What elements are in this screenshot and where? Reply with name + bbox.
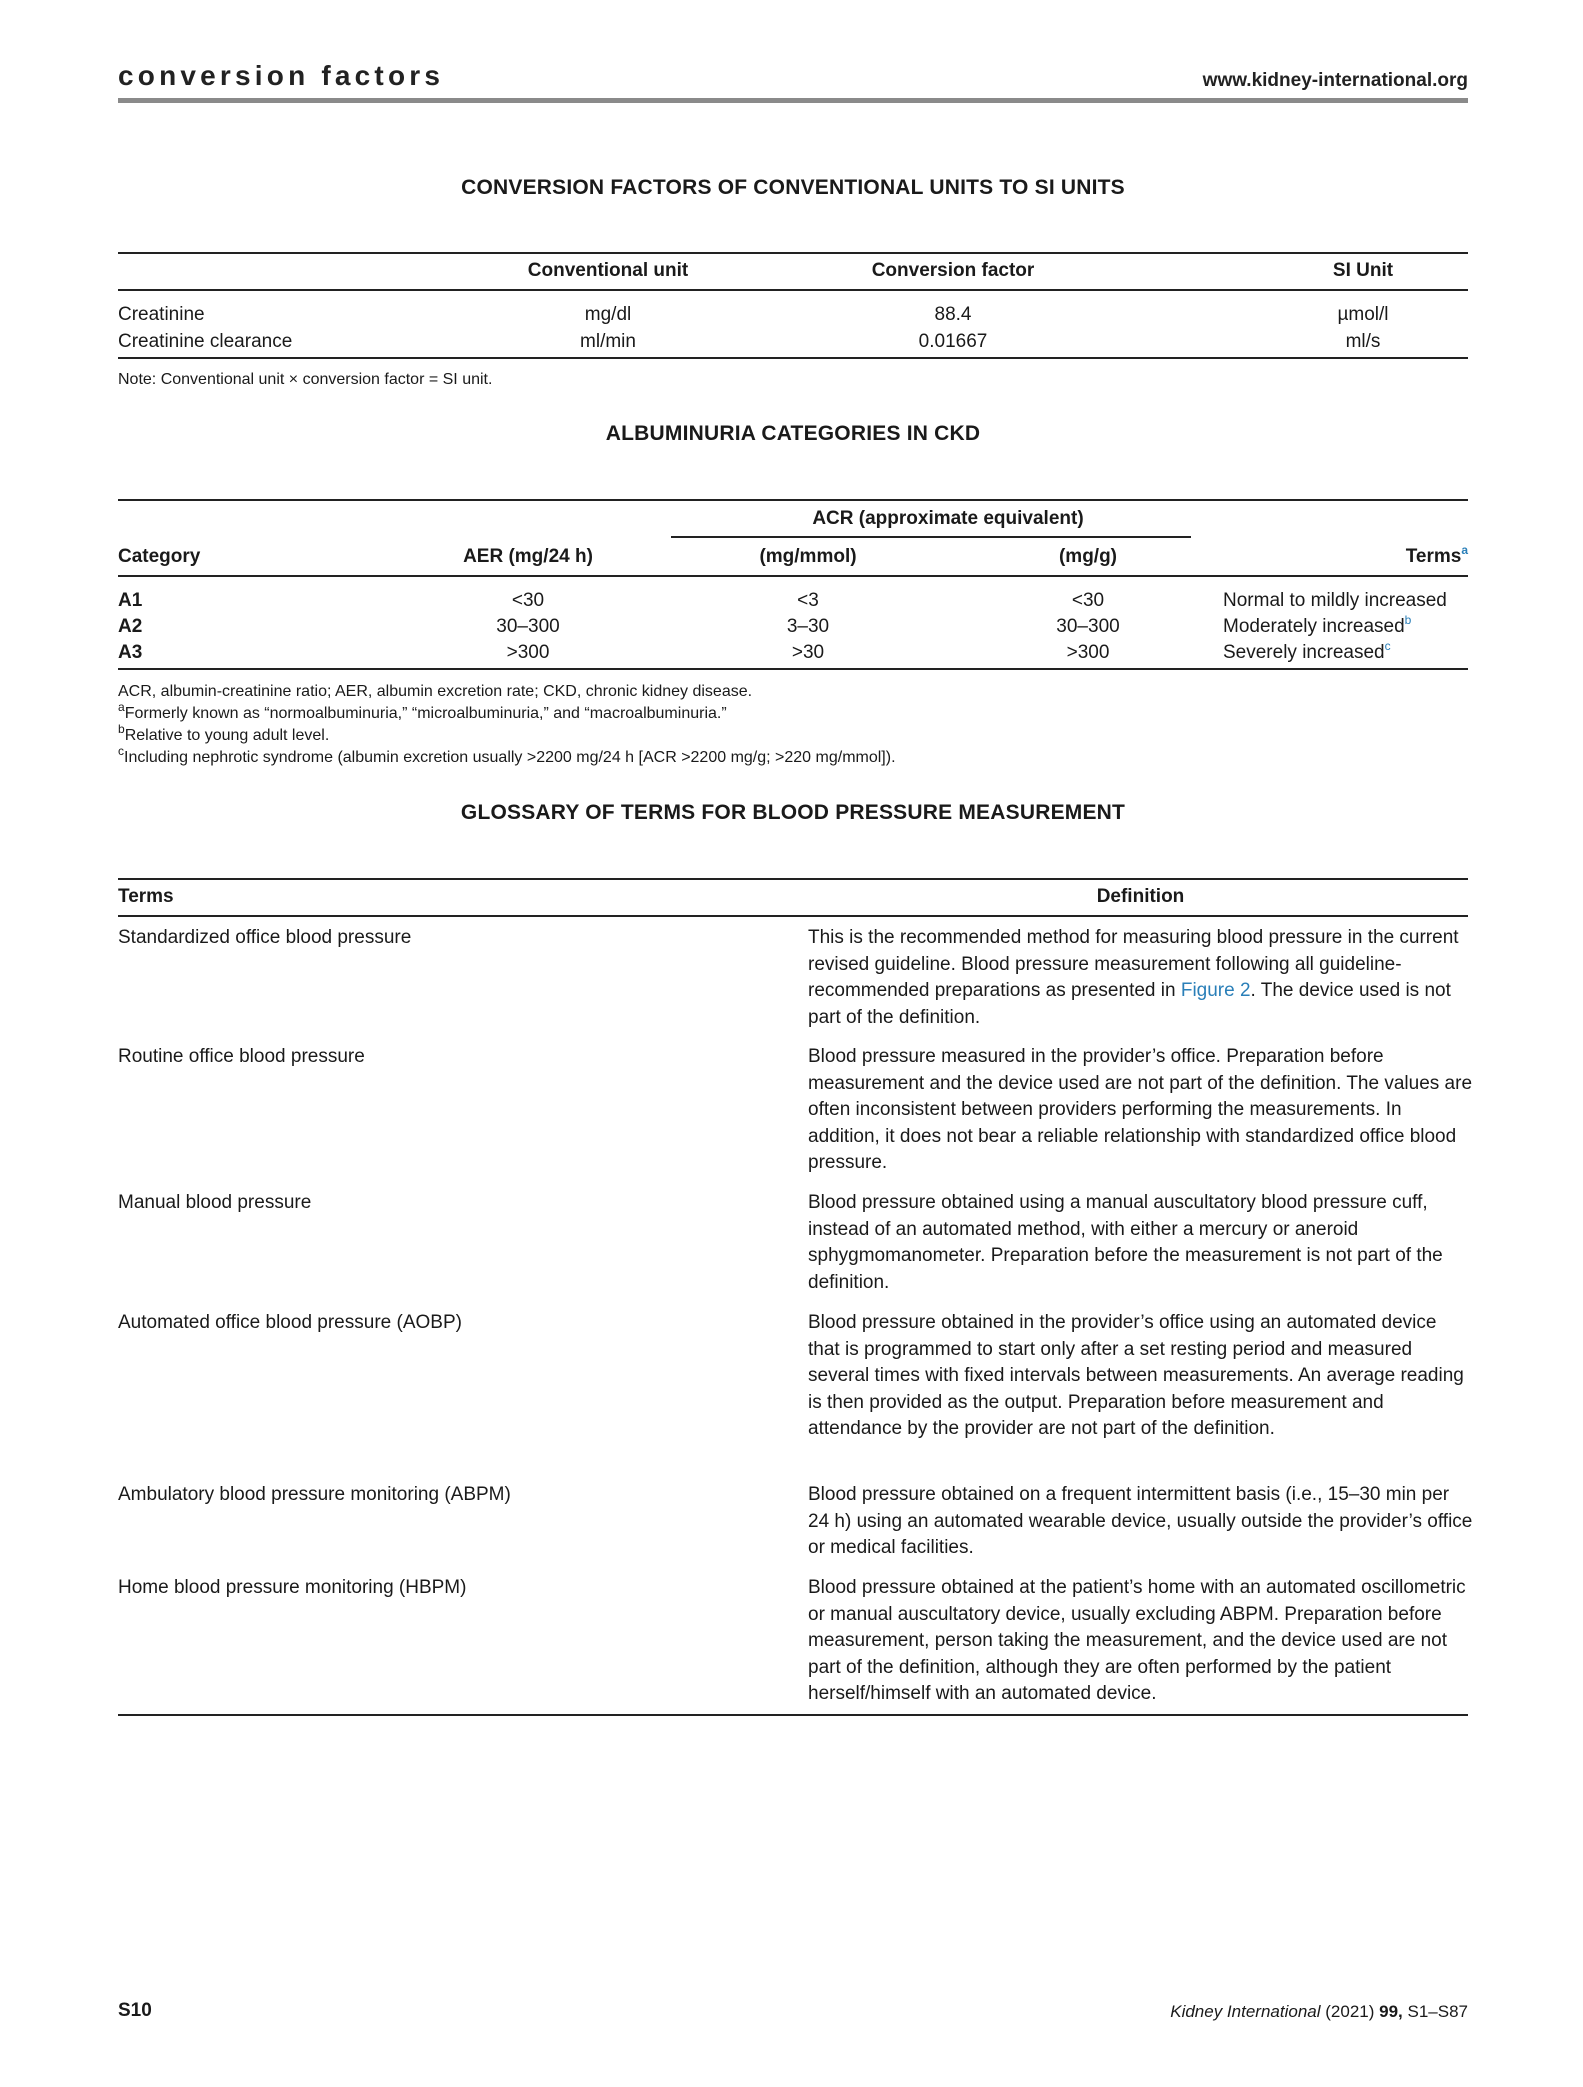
journal-url[interactable]: www.kidney-international.org	[1202, 70, 1468, 91]
col-header-conversion-factor: Conversion factor	[871, 260, 1035, 281]
glossary-definition: Blood pressure measured in the provider’s office. Preparation before measurement and the device used are not part of the definition. The values are often inconsistent between providers performing the measurements. In addition, it does not bear a reliable relationship with standardized office blood pressure.	[808, 1046, 1473, 1174]
running-head: conversion factors	[118, 60, 445, 91]
table-cell: <30	[1071, 590, 1105, 611]
table-cell: mg/dl	[584, 304, 632, 325]
table-cell: 30–300	[1056, 616, 1120, 637]
journal-citation	[1170, 2002, 1468, 2022]
col-header-terms	[1223, 544, 1468, 570]
journal-pages: S1–S87	[1407, 2002, 1468, 2021]
albuminuria-table-title: ALBUMINURIA CATEGORIES IN CKD	[605, 422, 981, 445]
footnote-text: ACR, albumin-creatinine ratio; AER, albumin excretion rate; CKD, chronic kidney disease.	[118, 683, 753, 700]
glossary-table-title: GLOSSARY OF TERMS FOR BLOOD PRESSURE MEASUREMENT	[460, 801, 1126, 824]
table-cell: <30	[511, 590, 545, 611]
table-cell: <3	[797, 590, 819, 611]
table-footnote	[118, 699, 727, 725]
glossary-definition: Blood pressure obtained at the patient’s home with an automated oscillometric or manual auscultatory device, usually excluding ABPM. Preparation before measurement, person taking the measurement, and the device used are not part of the definition, although they are often performed by the patient herself/himself with an automated device.	[808, 1577, 1466, 1705]
journal-volume: 99,	[1379, 2002, 1403, 2021]
footnote-text: Relative to young adult level.	[124, 727, 330, 744]
col-header-conventional-unit: Conventional unit	[527, 260, 689, 281]
conversion-table-title: CONVERSION FACTORS OF CONVENTIONAL UNITS TO SI UNITS	[461, 176, 1125, 199]
category-cell: A3	[118, 642, 143, 663]
table-cell: Creatinine	[118, 304, 205, 325]
table-cell: >300	[1066, 642, 1110, 663]
category-cell: A2	[118, 616, 143, 637]
glossary-term: Home blood pressure monitoring (HBPM)	[118, 1577, 467, 1598]
footnote-letter: b	[118, 721, 125, 736]
table-bottom-rule	[118, 357, 1468, 359]
col-header-terms: Terms	[118, 886, 174, 907]
page-header	[118, 58, 1468, 98]
footnote-text: Including nephrotic syndrome (albumin excretion usually >2200 mg/24 h [ACR >2200 mg/g; >220 mg/mmol]).	[124, 749, 896, 766]
table-bottom-rule	[118, 668, 1468, 670]
table-header-rule	[118, 289, 1468, 291]
journal-year: (2021)	[1325, 2002, 1375, 2021]
col-header-si-unit: SI Unit	[1332, 260, 1394, 281]
table-cell: Creatinine clearance	[118, 331, 293, 352]
table-cell: ml/s	[1345, 331, 1381, 352]
table-footnote	[118, 743, 896, 769]
glossary-term: Standardized office blood pressure	[118, 927, 412, 948]
table-top-rule	[118, 878, 1468, 880]
terms-text: Normal to mildly increased	[1223, 590, 1447, 611]
document-page	[118, 0, 1473, 2087]
journal-name: Kidney International	[1170, 2002, 1321, 2021]
col-header-mg-g: (mg/g)	[1058, 546, 1118, 567]
table-cell: µmol/l	[1337, 304, 1389, 325]
table-cell: 0.01667	[918, 331, 988, 352]
figure-link[interactable]: Figure 2	[1180, 980, 1251, 1002]
table-cell: 3–30	[786, 616, 830, 637]
table-top-rule	[118, 252, 1468, 254]
col-header-aer: AER (mg/24 h)	[463, 546, 593, 567]
group-header-rule	[671, 536, 1191, 538]
col-header-category: Category	[118, 546, 201, 567]
glossary-term: Manual blood pressure	[118, 1192, 312, 1213]
table-footnote	[118, 681, 752, 703]
glossary-term: Automated office blood pressure (AOBP)	[118, 1312, 462, 1333]
table-cell: ml/min	[580, 331, 636, 352]
table-cell: 30–300	[496, 616, 560, 637]
table-header-rule	[118, 915, 1468, 917]
col-header-definition: Definition	[1096, 886, 1185, 907]
glossary-definition: Blood pressure obtained in the provider’s office using an automated device that is programmed to start only after a set resting period and measured several times with fixed intervals between measurements. An average reading is then provided as the output. Preparation before measurement and attendance by the provider are not part of the definition.	[808, 1312, 1464, 1440]
footnote-marker[interactable]: a	[1461, 542, 1468, 557]
glossary-definition: This is the recommended method for measuring blood pressure in the current revised guideline. Blood pressure measurement following all guideline-recommended preparations as presented in Figure 2. The device used is not part of the definition.	[808, 927, 1459, 1028]
terms-text: Moderately increased	[1223, 616, 1405, 637]
table-top-rule	[118, 499, 1468, 501]
acr-group-header: ACR (approximate equivalent)	[812, 508, 1084, 529]
table-note: Note: Conventional unit × conversion factor = SI unit.	[118, 371, 493, 388]
footnote-marker[interactable]: c	[1384, 638, 1391, 653]
footnote-letter: c	[118, 743, 124, 758]
table-bottom-rule	[118, 1714, 1468, 1716]
header-rule	[118, 98, 1468, 103]
table-header-rule	[118, 575, 1468, 577]
terms-text: Severely increased	[1223, 642, 1385, 663]
col-header-mg-mmol: (mg/mmol)	[759, 546, 857, 567]
page-number: S10	[118, 2000, 152, 2021]
table-cell: 88.4	[934, 304, 972, 325]
footnote-letter: a	[118, 699, 125, 714]
glossary-definition: Blood pressure obtained using a manual auscultatory blood pressure cuff, instead of an automated method, with either a mercury or aneroid sphygmomanometer. Preparation before the measurement is not part of the definition.	[808, 1192, 1443, 1293]
category-cell: A1	[118, 590, 143, 611]
table-footnote	[118, 721, 330, 747]
footnote-text: Formerly known as “normoalbuminuria,” “microalbuminuria,” and “macroalbuminuria.”	[124, 705, 727, 722]
glossary-definition: Blood pressure obtained on a frequent intermittent basis (i.e., 15–30 min per 24 h) using an automated wearable device, usually outside the provider’s office or medical facilities.	[808, 1484, 1473, 1559]
table-cell: >30	[791, 642, 825, 663]
terms-cell	[1223, 640, 1391, 666]
terms-cell	[1223, 614, 1411, 640]
footnote-marker[interactable]: b	[1404, 612, 1412, 627]
glossary-term: Ambulatory blood pressure monitoring (ABPM)	[118, 1484, 511, 1505]
terms-cell	[1223, 588, 1447, 614]
glossary-term: Routine office blood pressure	[118, 1046, 365, 1067]
table-cell: >300	[506, 642, 550, 663]
terms-label: Terms	[1405, 546, 1462, 567]
